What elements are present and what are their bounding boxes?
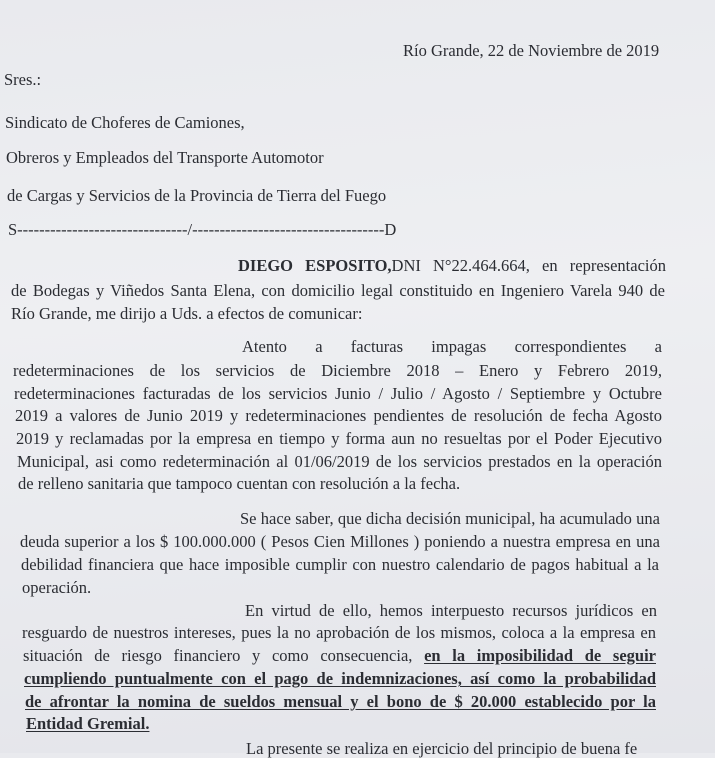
salutation: Sres.:	[4, 70, 42, 89]
para1-line-2: redeterminaciones de los servicios de Diciembre 2018 – Enero y Febrero 2019,	[13, 361, 662, 380]
para1-line-5: 2019 y reclamadas por la empresa en tiempo y forma aun no resueltas por el Poder Ejecutivo	[16, 429, 662, 448]
para3-line-5-bold: de afrontar la nomina de sueldos mensual y el bono de $ 20.000 establecido por la	[25, 692, 656, 711]
para3-line-1: En virtud de ello, hemos interpuesto recursos jurídicos en	[245, 601, 657, 620]
para2-line-3: debilidad financiera que hace imposible cumplir con nuestro calendario de pagos habitual a la	[21, 555, 659, 574]
para1-line-1: Atento a facturas impagas correspondientes a	[242, 337, 662, 356]
para3-line-6	[26, 716, 149, 733]
para4-line-1-partial: La presente se realiza en ejercicio del principio de buena fe	[246, 739, 638, 758]
addressee-line-3: de Cargas y Servicios de la Provincia de Tierra del Fuego	[7, 186, 387, 205]
para1-line-6: Municipal, asi como redeterminación al 01/06/2019 de los servicios prestados en la operación	[17, 452, 662, 471]
intro-line-1-rest: DNI N°22.464.664, en representación	[391, 256, 666, 275]
para2-line-1: Se hace saber, que dicha decisión municipal, ha acumulado una	[240, 509, 660, 528]
para3-line-4-bold: cumpliendo puntualmente con el pago de indemnizaciones, así como la probabilidad	[24, 669, 656, 688]
signatory-name: DIEGO ESPOSITO,	[238, 256, 392, 275]
para2-line-4: operación.	[22, 578, 92, 597]
para3-line-3	[23, 648, 656, 665]
intro-line-2: de Bodegas y Viñedos Santa Elena, con domicilio legal constituido en Ingeniero Varela 940 de	[11, 281, 665, 300]
para3-line-4	[24, 671, 656, 688]
para1-line-7: de relleno sanitaria que tampoco cuentan con resolución a la fecha.	[18, 474, 461, 493]
para1-line-4: 2019 a valores de Junio 2019 y redeterminaciones pendientes de resolución de fecha Agosto	[15, 406, 662, 425]
para1-line-3: redeterminaciones facturadas de los servicios Junio / Julio / Agosto / Septiembre y Octubre	[14, 384, 662, 403]
sd-line: S-------------------------------/-----------------------------------D	[8, 220, 397, 239]
para3-line-3-plain: situación de riesgo financiero y como consecuencia,	[23, 646, 425, 665]
para3-line-5	[25, 694, 656, 711]
para3-line-6-bold: Entidad Gremial.	[26, 714, 150, 733]
intro-line-3: Río Grande, me dirijo a Uds. a efectos de comunicar:	[11, 304, 363, 323]
intro-line-1	[238, 258, 666, 275]
addressee-line-2: Obreros y Empleados del Transporte Automotor	[6, 148, 324, 167]
para3-line-2: resguardo de nuestros intereses, pues la no aprobación de los mismos, coloca a la empresa en	[22, 623, 656, 642]
para2-line-2: deuda superior a los $ 100.000.000 ( Pesos Cien Millones ) poniendo a nuestra empresa en una	[20, 532, 660, 551]
para3-line-3-bold: en la imposibilidad de seguir	[424, 646, 656, 665]
addressee-line-1: Sindicato de Choferes de Camiones,	[5, 113, 245, 132]
date-line: Río Grande, 22 de Noviembre de 2019	[403, 41, 660, 60]
